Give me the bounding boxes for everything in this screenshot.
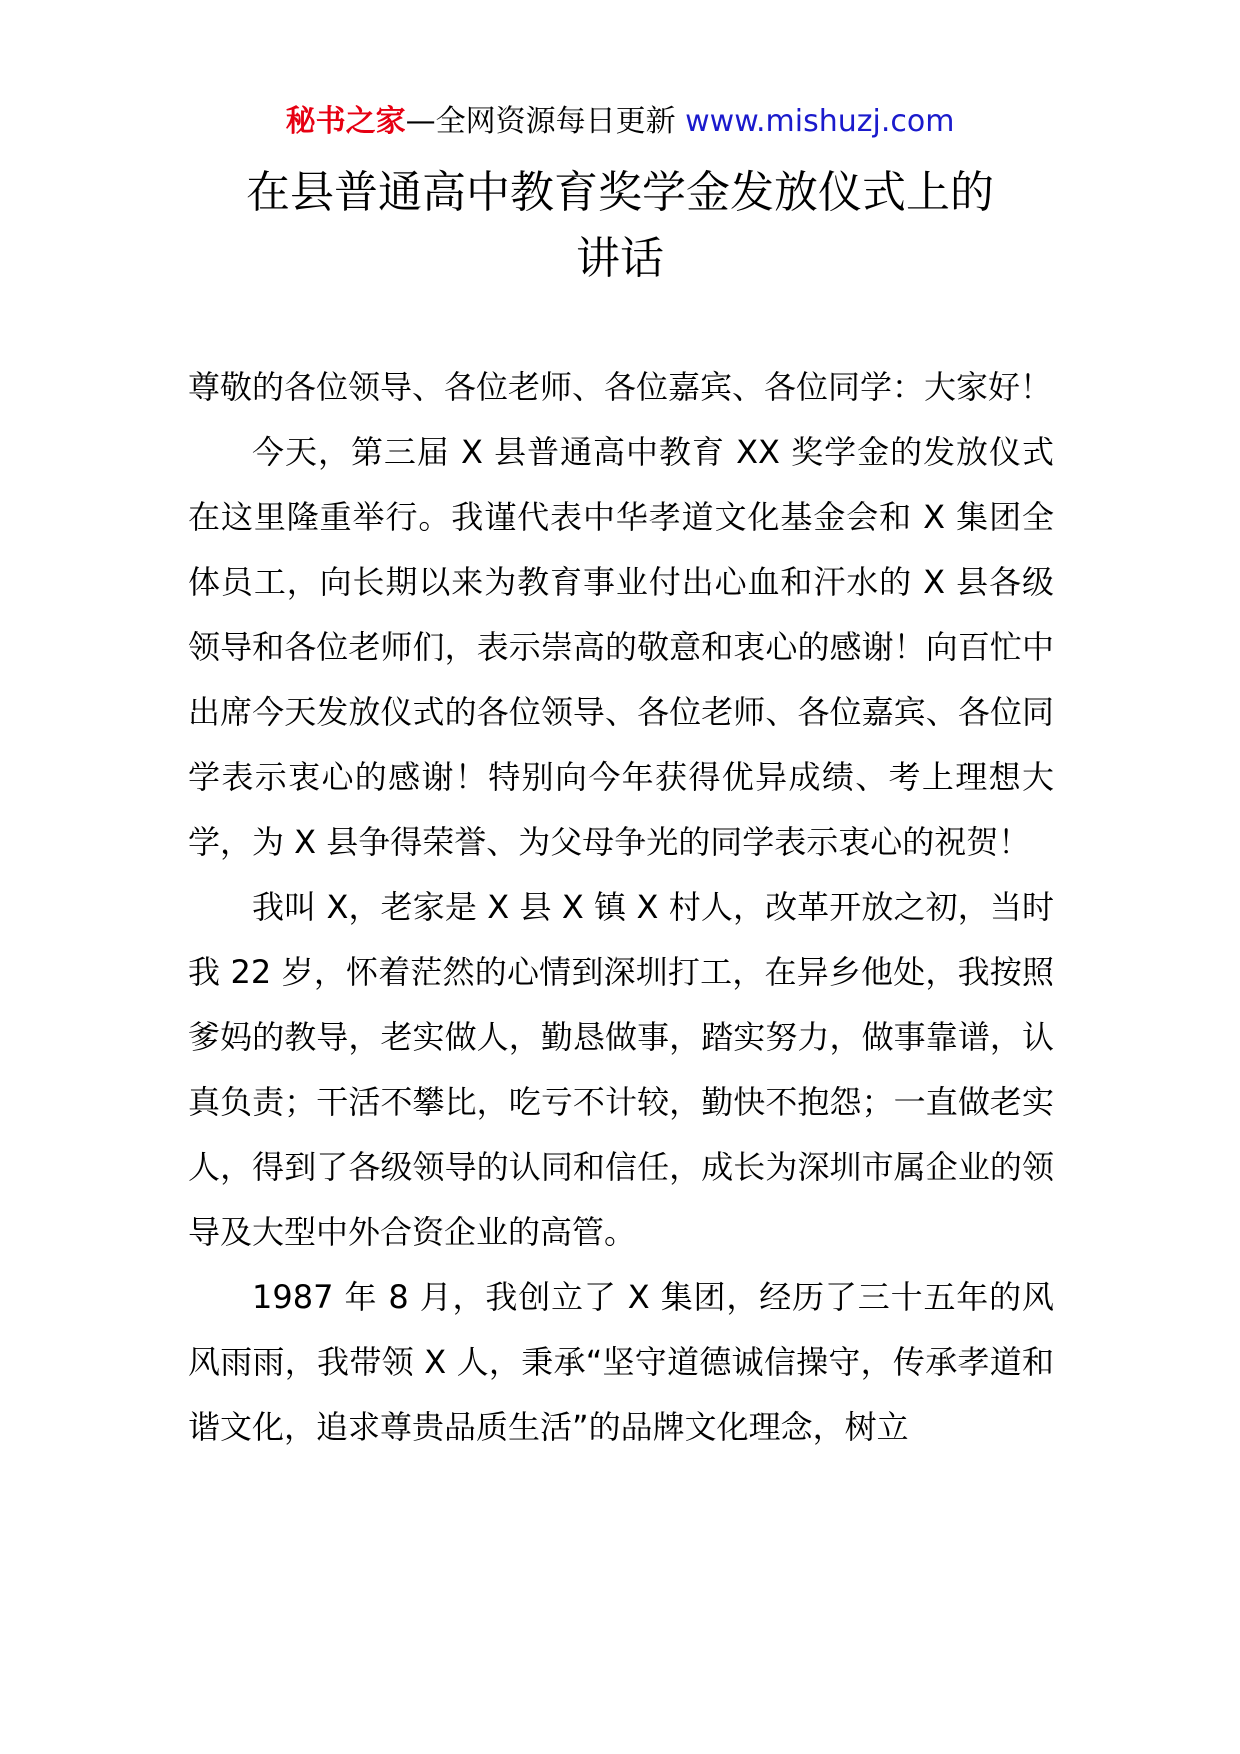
site-tagline: —全网资源每日更新	[405, 104, 676, 139]
document-body	[188, 355, 1054, 1460]
site-header	[0, 102, 1240, 142]
document-title-line-2: 讲话	[576, 233, 664, 284]
body-paragraph: 1987 年 8 月，我创立了 X 集团，经历了三十五年的风风雨雨，我带领 X 人，秉承“坚守道德诚信操守，传承孝道和谐文化，追求尊贵品质生活”的品牌文化理念，树立	[188, 1278, 1054, 1446]
site-url[interactable]: www.mishuzj.com	[685, 104, 955, 139]
body-paragraph: 今天，第三届 X 县普通高中教育 XX 奖学金的发放仪式在这里隆重举行。我谨代表中华孝道文化基金会和 X 集团全体员工，向长期以来为教育事业付出心血和汗水的 X 县各级领导和各位老师们，表示崇高的敬意和衷心的感谢！向百忙中出席今天发放仪式的各位领导、各位老师、各位嘉宾、各位同学表示衷心的感谢！特别向今年获得优异成绩、考上理想大学，为 X 县争得荣誉、为父母争光的同学表示衷心的祝贺！	[188, 433, 1054, 861]
site-brand: 秘书之家	[285, 104, 406, 139]
body-paragraph: 我叫 X，老家是 X 县 X 镇 X 村人，改革开放之初，当时我 22 岁，怀着茫然的心情到深圳打工，在异乡他处，我按照爹妈的教导，老实做人，勤恳做事，踏实努力，做事靠谱，认真负责；干活不攀比，吃亏不计较，勤快不抱怨；一直做老实人，得到了各级领导的认同和信任，成长为深圳市属企业的领导及大型中外合资企业的高管。	[188, 888, 1054, 1251]
document-title	[0, 160, 1240, 292]
document-title-line-1: 在县普通高中教育奖学金发放仪式上的	[246, 167, 994, 218]
salutation-paragraph: 尊敬的各位领导、各位老师、各位嘉宾、各位同学：大家好！	[188, 368, 1053, 406]
